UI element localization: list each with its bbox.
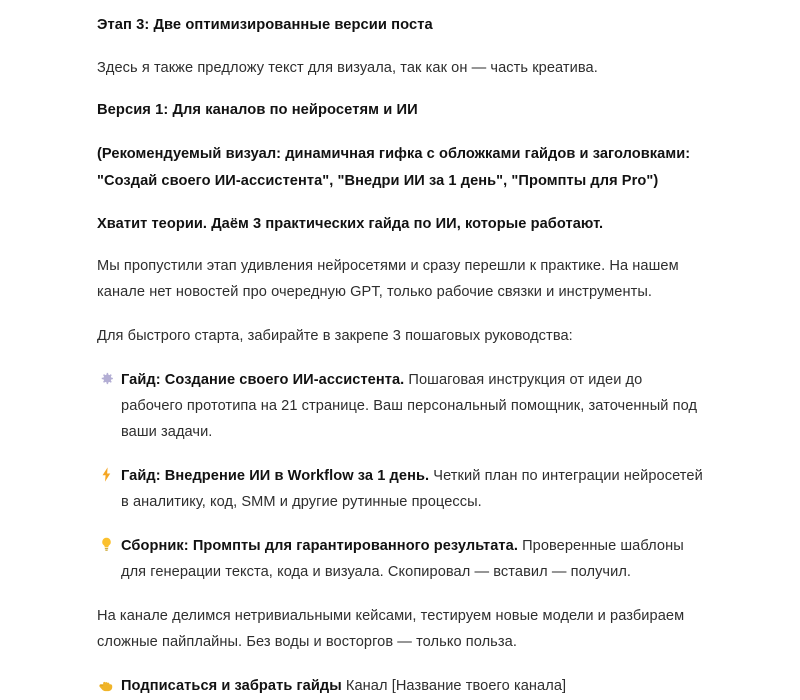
paragraph-quick-start: Для быстрого старта, забирайте в закрепе 3 пошаговых руководства: [97, 328, 573, 345]
list-item-lead: Гайд: Внедрение ИИ в Workflow за 1 день. [121, 468, 430, 485]
gear-icon [98, 370, 115, 387]
paragraph-about-channel: Мы пропустили этап удивления нейросетями и сразу перешли к практике. На нашем канале нет новостей про очередную GPT, только рабочие связки и инструменты. [97, 258, 679, 301]
list-item [97, 368, 704, 446]
list-item [97, 464, 704, 516]
call-to-action-lead: Подписаться и забрать гайды [121, 677, 342, 694]
list-item-lead: Сборник: Промпты для гарантированного результата. [121, 538, 518, 555]
list-item-text: Пошаговая инструкция от идеи до рабочего прототипа на 21 странице. Ваш персональный помощник, заточенный под ваши задачи. [121, 372, 698, 441]
lightning-bolt-icon [98, 466, 115, 483]
call-to-action [97, 674, 704, 700]
paragraph-channel-value: На канале делимся нетривиальными кейсами, тестируем новые модели и разбираем сложные пайплайны. Без воды и восторгов — только польза. [97, 608, 685, 650]
hook-line: Хватит теории. Даём 3 практических гайда по ИИ, которые работают. [97, 215, 604, 232]
recommended-visual-line-2: "Создай своего ИИ-ассистента", "Внедри ИИ за 1 день", "Промпты для Pro") [97, 172, 659, 189]
pointing-finger-icon [97, 677, 115, 695]
intro-paragraph: Здесь я также предложу текст для визуала, так как он — часть креатива. [97, 59, 598, 76]
list-item-lead: Гайд: Создание своего ИИ-ассистента. [121, 372, 405, 389]
list-item-text: Четкий план по интеграции нейросетей в аналитику, код, SMM и другие рутинные процессы. [121, 468, 703, 511]
recommended-visual-line-1: (Рекомендуемый визуал: динамичная гифка с обложками гайдов и заголовками: [97, 146, 691, 162]
list-item [97, 534, 704, 586]
version-heading: Версия 1: Для каналов по нейросетям и ИИ [97, 102, 418, 119]
list-item-text: Проверенные шаблоны для генерации текста, кода и визуала. Скопировал — вставил — получил. [121, 538, 684, 581]
channel-name-placeholder: Канал [Название твоего канала] [341, 677, 567, 694]
lightbulb-icon [98, 536, 115, 553]
page-title: Этап 3: Две оптимизированные версии поста [97, 17, 433, 33]
recommended-visual-note [97, 141, 704, 195]
